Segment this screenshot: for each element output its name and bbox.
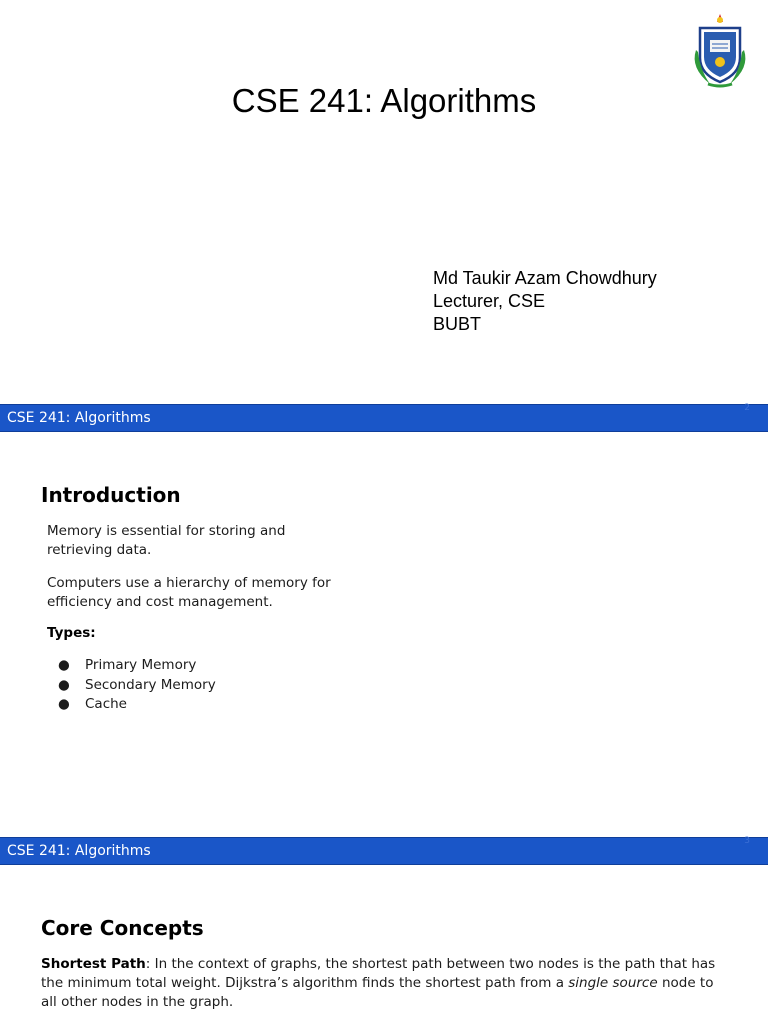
author-institution: BUBT xyxy=(433,314,482,334)
list-item xyxy=(47,676,216,696)
list-item-label: Secondary Memory xyxy=(85,676,216,693)
list-item xyxy=(47,695,216,715)
university-logo xyxy=(690,10,750,88)
slide-heading: Core Concepts xyxy=(41,916,204,940)
list-item-label: Primary Memory xyxy=(85,657,197,673)
bullet-icon: ● xyxy=(58,657,70,673)
slide-title: CSE 241: Algorithms xyxy=(231,82,537,119)
slide-header-banner xyxy=(0,404,768,432)
definition-text: : In the context of graphs, the shortest path between two nodes is the path that has the minimum total weight. Dijkstra’s algorithm finds the shortest path from a xyxy=(41,956,716,991)
types-list xyxy=(47,656,216,715)
slide-number: 3 xyxy=(744,836,750,846)
term-label: Shortest Path xyxy=(41,956,146,972)
list-item-label: Cache xyxy=(85,696,127,712)
core-concepts-slide xyxy=(0,865,768,1024)
title-slide xyxy=(0,0,768,404)
author-name: Md Taukir Azam Chowdhury xyxy=(433,268,657,288)
emphasis-text: single source xyxy=(568,975,658,991)
shortest-path-paragraph xyxy=(41,955,721,1012)
intro-paragraph-2: Computers use a hierarchy of memory for efficiency and cost management. xyxy=(47,575,331,610)
definition-text-end: node to all other nodes in the graph. xyxy=(41,975,714,1010)
bullet-icon: ● xyxy=(58,696,70,712)
intro-paragraph-1: Memory is essential for storing and retrieving data. xyxy=(47,523,286,558)
slide-header-banner xyxy=(0,837,768,865)
slide-heading: Introduction xyxy=(41,483,181,507)
types-label: Types: xyxy=(47,625,96,641)
banner-title: CSE 241: Algorithms xyxy=(7,843,151,859)
introduction-slide xyxy=(0,432,768,837)
author-role: Lecturer, CSE xyxy=(433,291,546,311)
slide-number: 2 xyxy=(744,403,750,413)
banner-title: CSE 241: Algorithms xyxy=(7,410,151,426)
bullet-icon: ● xyxy=(58,676,70,693)
list-item xyxy=(47,656,216,676)
author-block xyxy=(433,267,657,336)
